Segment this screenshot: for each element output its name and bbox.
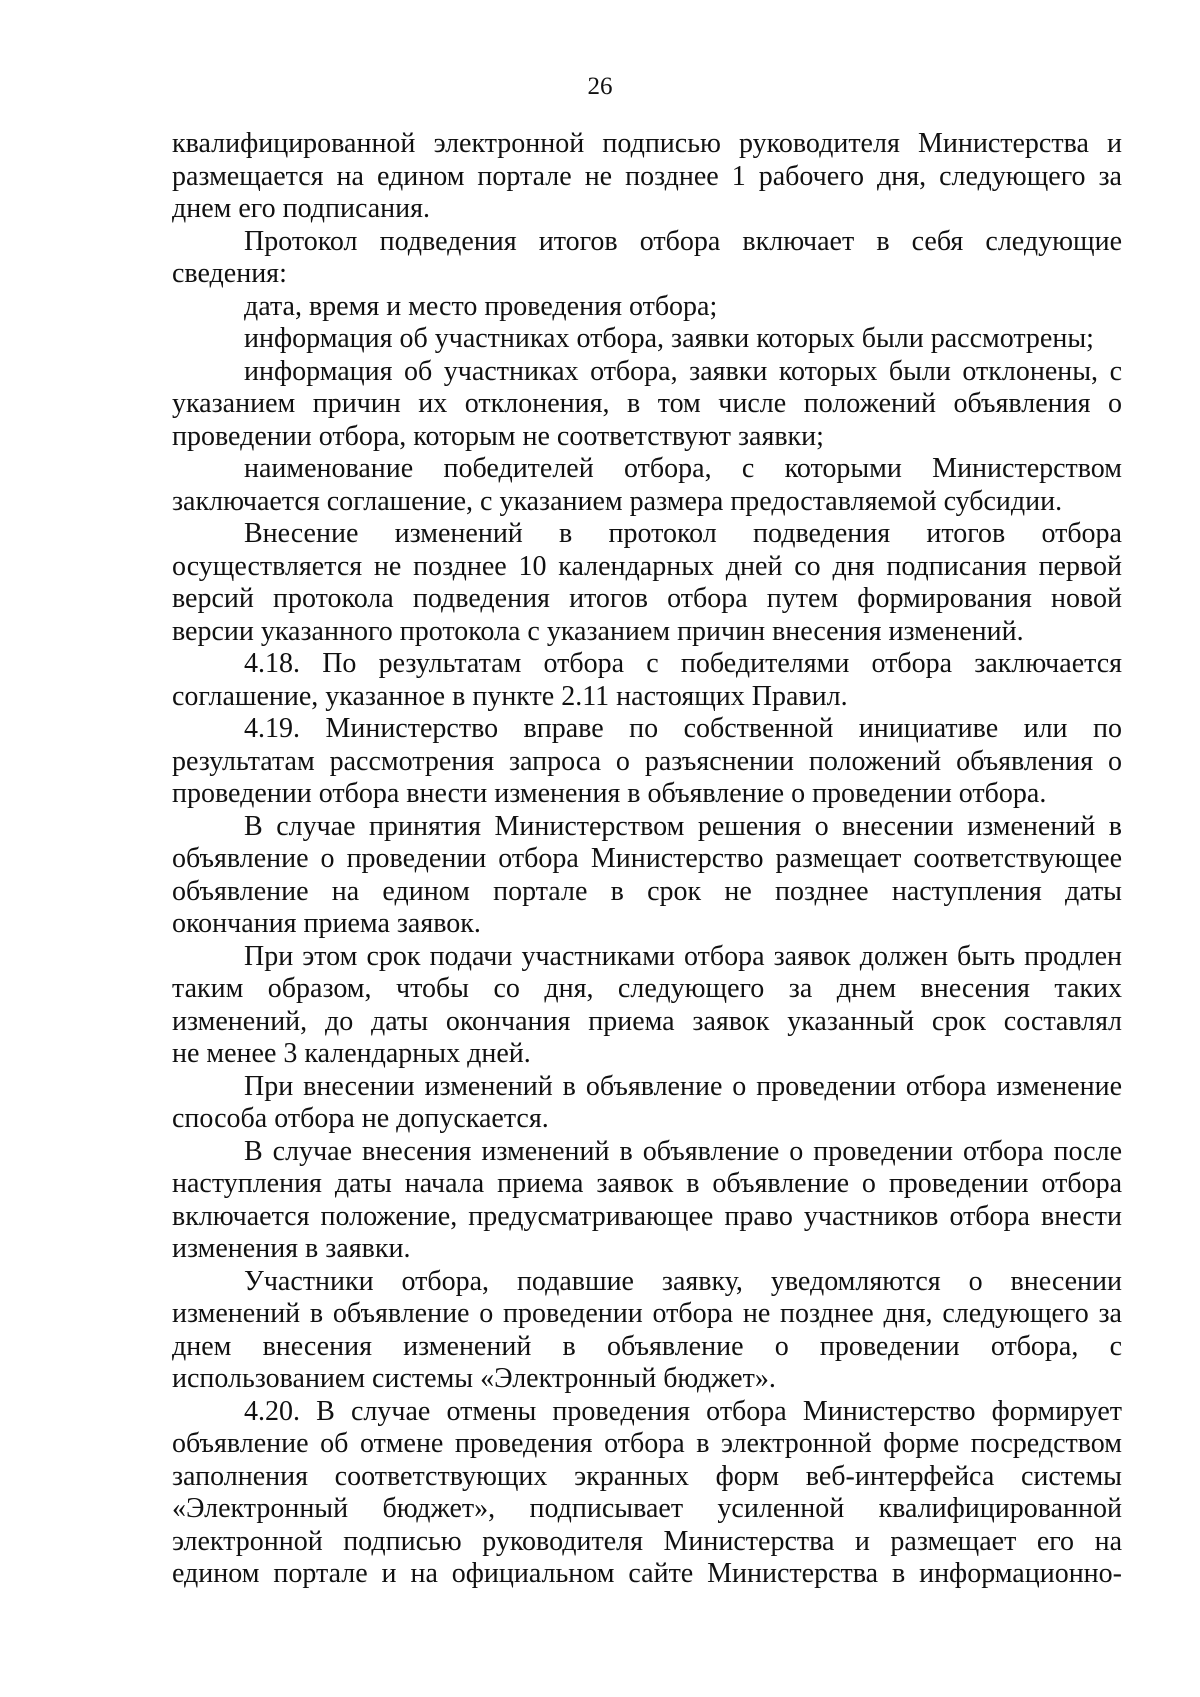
text-line: проведении отбора, которым не соответствуют заявки;: [172, 420, 824, 452]
text-line: дата, время и место проведения отбора;: [244, 290, 718, 322]
text-line: окончания приема заявок.: [172, 908, 481, 939]
text-line: объявление на едином портале в срок не позднее наступления даты: [172, 875, 1122, 907]
text-line: 4.18. По результатам отбора с победителями отбора заключается: [244, 648, 1122, 679]
text-line: днем внесения изменений в объявление о проведении отбора, с: [172, 1330, 1122, 1362]
text-line: квалифицированной электронной подписью руководителя Министерства и: [172, 128, 1122, 159]
text-line: изменений, до даты окончания приема заявок указанный срок составлял: [172, 1005, 1122, 1037]
text-line: не менее 3 календарных дней.: [172, 1038, 531, 1069]
text-line: наступления даты начала приема заявок в объявление о проведении отбора: [172, 1168, 1122, 1199]
text-line: 4.19. Министерство вправе по собственной инициативе или по: [244, 713, 1122, 744]
text-line: проведении отбора внести изменения в объявление о проведении отбора.: [172, 778, 1047, 809]
text-line: версий протокола подведения итогов отбора путем формирования новой: [172, 583, 1122, 614]
text-line: сведения:: [172, 258, 287, 289]
text-line: Внесение изменений в протокол подведения итогов отбора: [244, 518, 1122, 549]
text-line: осуществляется не позднее 10 календарных дней со дня подписания первой: [172, 550, 1122, 582]
text-line: При этом срок подачи участниками отбора заявок должен быть продлен: [244, 940, 1122, 972]
text-line: При внесении изменений в объявление о проведении отбора изменение: [244, 1070, 1122, 1102]
text-line: заключается соглашение, с указанием размера предоставляемой субсидии.: [172, 485, 1063, 517]
text-line: Протокол подведения итогов отбора включает в себя следующие: [244, 225, 1122, 257]
text-line: изменений в объявление о проведении отбора не позднее дня, следующего за: [172, 1298, 1122, 1329]
text-line: использованием системы «Электронный бюджет».: [172, 1363, 776, 1394]
text-line: объявление о проведении отбора Министерство размещает соответствующее: [172, 843, 1122, 874]
text-line: размещается на едином портале не позднее 1 рабочего дня, следующего за: [172, 160, 1122, 192]
text-line: результатам рассмотрения запроса о разъяснении положений объявления о: [172, 745, 1122, 777]
text-line: способа отбора не допускается.: [172, 1103, 549, 1134]
text-line: таким образом, чтобы со дня, следующего за днем внесения таких: [172, 973, 1122, 1004]
page-number: 26: [587, 73, 613, 100]
body-text: [172, 128, 1122, 1591]
text-line: версии указанного протокола с указанием причин внесения изменений.: [172, 615, 1024, 647]
text-line: В случае внесения изменений в объявление о проведении отбора после: [244, 1135, 1122, 1167]
text-line: информация об участниках отбора, заявки которых были рассмотрены;: [244, 323, 1094, 354]
text-line: Участники отбора, подавшие заявку, уведомляются о внесении: [244, 1265, 1122, 1297]
text-line: соглашение, указанное в пункте 2.11 настоящих Правил.: [172, 680, 848, 712]
text-line: информация об участниках отбора, заявки которых были отклонены, с: [244, 355, 1122, 387]
text-line: электронной подписью руководителя Министерства и размещает его на: [172, 1525, 1122, 1557]
text-line: «Электронный бюджет», подписывает усиленной квалифицированной: [172, 1493, 1122, 1524]
text-line: 4.20. В случае отмены проведения отбора Министерство формирует: [244, 1395, 1122, 1427]
text-line: заполнения соответствующих экранных форм веб-интерфейса системы: [172, 1460, 1122, 1492]
text-line: указанием причин их отклонения, в том числе положений объявления о: [172, 388, 1122, 419]
text-line: наименование победителей отбора, с которыми Министерством: [244, 453, 1122, 484]
text-line: едином портале и на официальном сайте Министерства в информационно-: [172, 1558, 1122, 1589]
text-line: днем его подписания.: [172, 193, 431, 224]
text-line: В случае принятия Министерством решения о внесении изменений в: [244, 810, 1122, 842]
text-line: объявление об отмене проведения отбора в электронной форме посредством: [172, 1428, 1122, 1459]
text-line: изменения в заявки.: [172, 1233, 411, 1264]
text-line: включается положение, предусматривающее право участников отбора внести: [172, 1200, 1122, 1232]
